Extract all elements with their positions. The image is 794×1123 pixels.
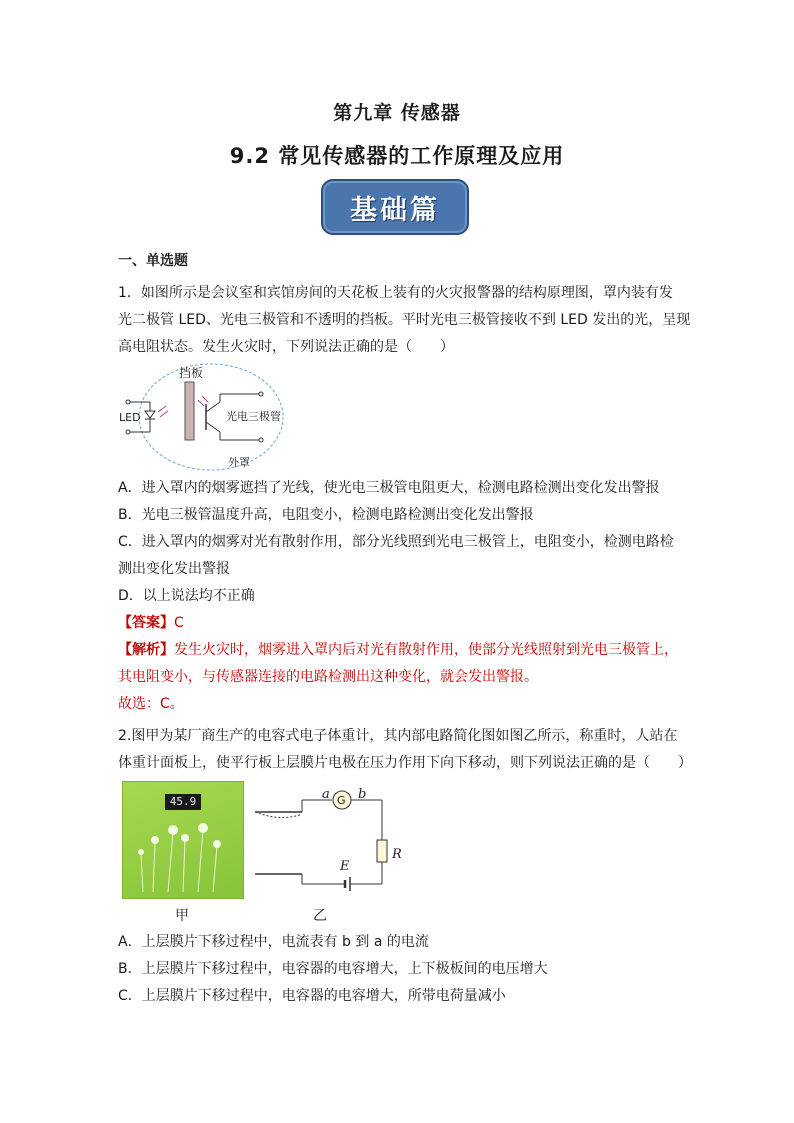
label-e: E (340, 859, 350, 874)
capacitor-circuit-diagram (250, 787, 420, 906)
label-a: a (322, 787, 330, 802)
chapter-title: 第九章 传感器 (333, 102, 461, 124)
part-title: 一、单选题 (118, 253, 188, 269)
section-title: 9.2 常见传感器的工作原理及应用 (229, 144, 565, 168)
label-g: G (337, 794, 346, 807)
resistor (377, 840, 387, 862)
q1-choice: 故选：C。 (118, 696, 184, 712)
label-baffle: 挡板 (179, 366, 204, 380)
label-cover: 外罩 (228, 456, 250, 469)
q1-stem-line-2: 光二极管 LED、光电三极管和不透明的挡板。平时光电三极管接收不到 LED 发出的光，呈现 (118, 312, 691, 328)
q1-option-d: D．以上说法均不正确 (118, 588, 255, 604)
label-phototransistor: 光电三极管 (226, 410, 281, 423)
q1-option-c-line-1: C．进入罩内的烟雾对光有散射作用，部分光线照到光电三极管上，电阻变小，检测电路检 (118, 534, 674, 550)
led-diode-symbol (145, 411, 155, 418)
fire-alarm-figure (116, 362, 296, 472)
scale-display: 45.9 (165, 794, 201, 810)
scale-photo (122, 781, 244, 899)
q1-stem-line-3: 高电阻状态。发生火灾时，下列说法正确的是（ ） (118, 339, 454, 355)
q2-stem-line-2: 体重计面板上，使平行板上层膜片电极在压力作用下向下移动，则下列说法正确的是（ ） (118, 755, 692, 771)
q2-option-a: A．上层膜片下移过程中，电流表有 b 到 a 的电流 (118, 934, 429, 950)
q1-option-a: A．进入罩内的烟雾遮挡了光线，使光电三极管电阻更大，检测电路检测出变化发出警报 (118, 480, 660, 496)
q1-analysis-line-1 (118, 637, 688, 664)
q2-stem-line-1: 2.图甲为某厂商生产的电容式电子体重计，其内部电路简化图如图乙所示，称重时，人站在 (118, 728, 678, 744)
level-badge (321, 179, 469, 235)
baffle-plate (185, 382, 194, 440)
level-badge-label: 基础篇 (350, 194, 440, 226)
q1-option-c-line-2: 测出变化发出警报 (118, 561, 230, 577)
caption-yi: 乙 (313, 908, 327, 924)
q1-stem-line-1: 1．如图所示是会议室和宾馆房间的天花板上装有的火灾报警器的结构原理图，罩内装有发 (118, 285, 673, 301)
q2-option-c: C．上层膜片下移过程中，电容器的电容增大，所带电荷量减小 (118, 988, 506, 1004)
flower-decoration (123, 782, 243, 898)
answer-label: 【答案】 (118, 615, 174, 631)
q2-option-b: B．上层膜片下移过程中，电容器的电容增大，上下极板间的电压增大 (118, 961, 548, 977)
label-led: LED (119, 411, 141, 424)
q1-option-b: B．光电三极管温度升高，电阻变小，检测电路检测出变化发出警报 (118, 507, 534, 523)
caption-jia: 甲 (175, 908, 189, 924)
q1-answer (118, 610, 688, 637)
analysis-label: 【解析】 (118, 642, 174, 658)
answer-value: C (174, 615, 184, 631)
analysis-text-1: 发生火灾时，烟雾进入罩内后对光有散射作用，使部分光线照射到光电三极管上， (174, 642, 678, 658)
label-r: R (392, 847, 402, 862)
label-b: b (358, 787, 367, 802)
q1-analysis-line-2: 其电阻变小，与传感器连接的电路检测出这种变化，就会发出警报。 (118, 669, 538, 685)
membrane-dashed (255, 812, 302, 818)
